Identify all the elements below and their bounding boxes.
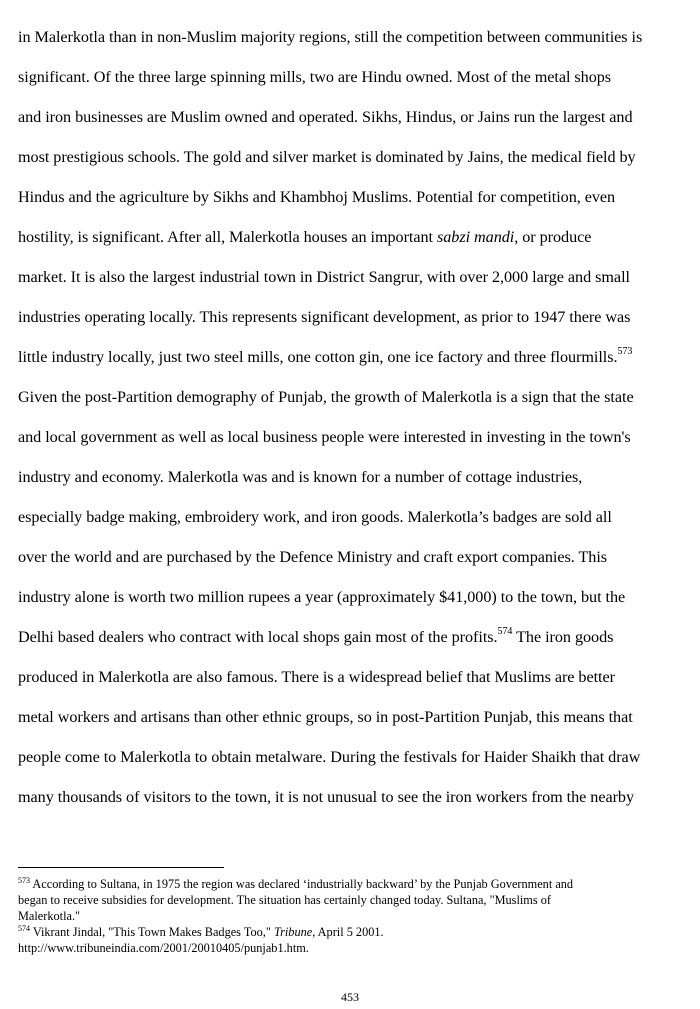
footnote-line: [18, 940, 694, 956]
body-line: [18, 104, 694, 144]
body-line: [18, 544, 694, 584]
footnote-marker: 573: [617, 345, 633, 357]
footnote-marker: 573: [18, 875, 30, 885]
body-text: [18, 24, 694, 824]
text-span: people come to Malerkotla to obtain metalware. During the festivals for Haider Shaikh that draw: [18, 748, 641, 766]
body-line: [18, 384, 694, 424]
italic-text: sabzi mandi: [437, 228, 515, 246]
text-span: produced in Malerkotla are also famous. There is a widespread belief that Muslims are better: [18, 668, 615, 686]
body-line: [18, 24, 694, 64]
body-line: [18, 344, 694, 384]
page-number: 453: [341, 990, 359, 1004]
body-line: [18, 64, 694, 104]
text-span: market. It is also the largest industrial town in District Sangrur, with over 2,000 large and small: [18, 268, 630, 286]
body-line: [18, 264, 694, 304]
text-span: little industry locally, just two steel mills, one cotton gin, one ice factory and three flourmills.: [18, 348, 618, 366]
text-span: metal workers and artisans than other ethnic groups, so in post-Partition Punjab, this means that: [18, 708, 633, 726]
text-span: most prestigious schools. The gold and silver market is dominated by Jains, the medical field by: [18, 148, 636, 166]
footnote-separator: [18, 867, 224, 868]
text-span: industries operating locally. This represents significant development, as prior to 1947 there was: [18, 308, 631, 326]
italic-text: Tribune: [273, 925, 313, 939]
footnote-line: [18, 892, 694, 908]
text-span: , or produce: [514, 228, 592, 246]
text-span: Delhi based dealers who contract with local shops gain most of the profits.: [18, 628, 498, 646]
footnote-marker: 574: [18, 923, 30, 933]
body-line: [18, 784, 694, 824]
text-span: According to Sultana, in 1975 the region was declared ‘industrially backward’ by the Punjab Government and: [30, 877, 574, 891]
text-span: , April 5 2001.: [312, 925, 384, 939]
text-span: industry alone is worth two million rupees a year (approximately $41,000) to the town, but the: [18, 588, 626, 606]
text-span: many thousands of visitors to the town, it is not unusual to see the iron workers from the nearby: [18, 788, 635, 806]
body-line: [18, 504, 694, 544]
text-span: especially badge making, embroidery work, and iron goods. Malerkotla’s badges are sold all: [18, 508, 612, 526]
text-span: over the world and are purchased by the Defence Ministry and craft export companies. This: [18, 548, 608, 566]
text-span: hostility, is significant. After all, Malerkotla houses an important: [18, 228, 437, 246]
body-line: [18, 424, 694, 464]
footnote-marker: 574: [497, 625, 513, 637]
footnotes: [18, 876, 694, 956]
text-span: Hindus and the agriculture by Sikhs and Khambhoj Muslims. Potential for competition, even: [18, 188, 616, 206]
body-line: [18, 144, 694, 184]
text-span: Malerkotla.": [18, 909, 81, 923]
text-span: significant. Of the three large spinning mills, two are Hindu owned. Most of the metal shops: [18, 68, 612, 86]
text-span: industry and economy. Malerkotla was and is known for a number of cottage industries,: [18, 468, 583, 486]
body-line: [18, 664, 694, 704]
text-span: began to receive subsidies for development. The situation has certainly changed today. Sultana, "Muslims of: [18, 893, 551, 907]
footnote-line: [18, 924, 694, 940]
body-line: [18, 584, 694, 624]
text-span: http://www.tribuneindia.com/2001/20010405/punjab1.htm.: [18, 941, 309, 955]
text-span: Vikrant Jindal, "This Town Makes Badges Too,": [30, 925, 274, 939]
body-line: [18, 304, 694, 344]
body-line: [18, 624, 694, 664]
text-span: The iron goods: [512, 628, 614, 646]
body-line: [18, 704, 694, 744]
body-line: [18, 744, 694, 784]
footnote-line: [18, 908, 694, 924]
body-line: [18, 464, 694, 504]
text-span: and iron businesses are Muslim owned and operated. Sikhs, Hindus, or Jains run the largest and: [18, 108, 633, 126]
body-line: [18, 224, 694, 264]
text-span: and local government as well as local business people were interested in investing in the town's: [18, 428, 631, 446]
text-span: in Malerkotla than in non-Muslim majority regions, still the competition between communities is: [18, 28, 643, 46]
text-span: Given the post-Partition demography of Punjab, the growth of Malerkotla is a sign that the state: [18, 388, 634, 406]
body-line: [18, 184, 694, 224]
footnote-line: [18, 876, 694, 892]
